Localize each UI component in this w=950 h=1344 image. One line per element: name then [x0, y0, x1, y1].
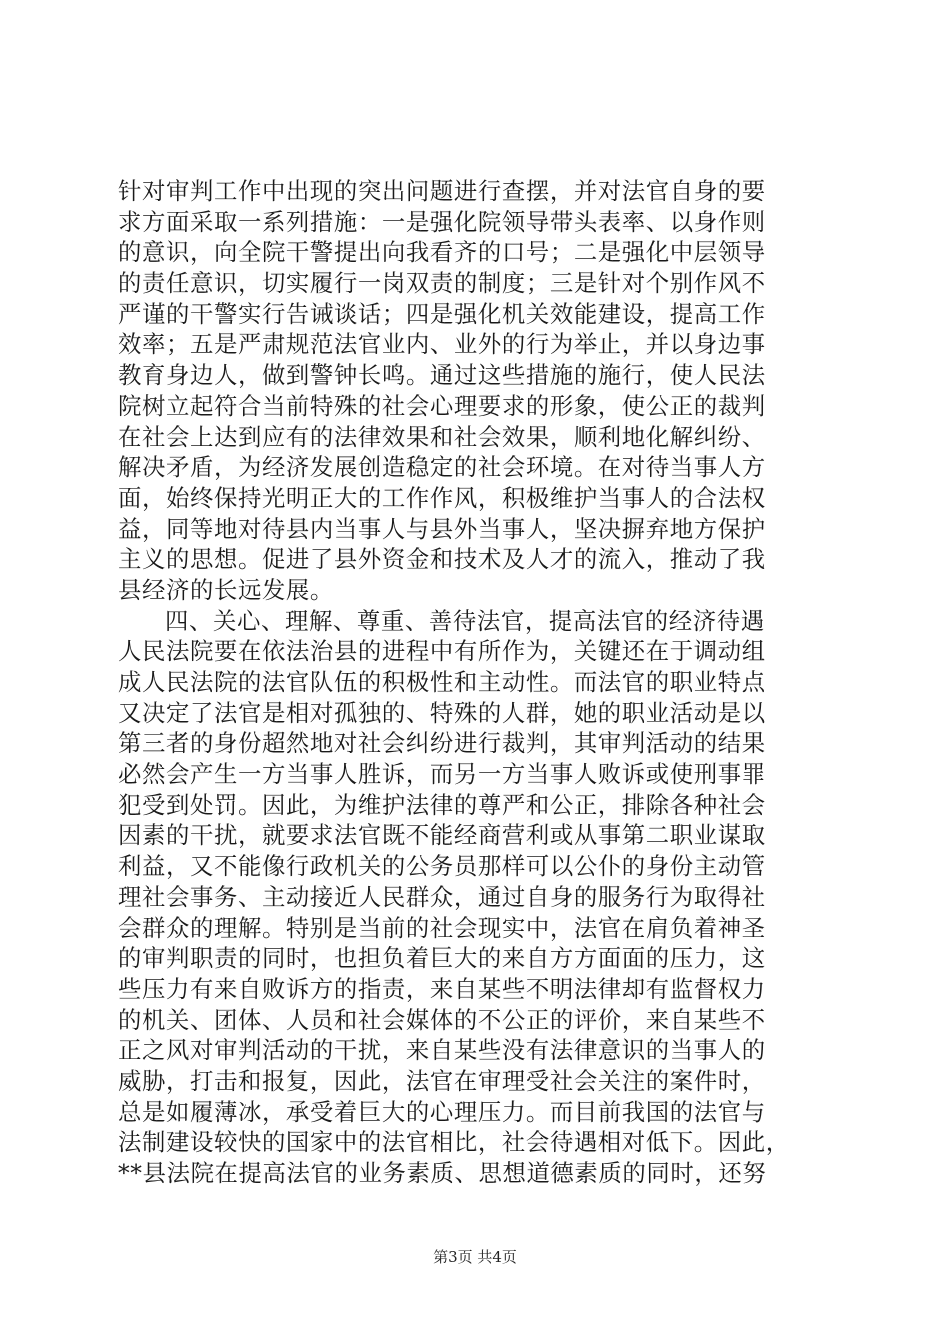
text-line: 正之风对审判活动的干扰，来自某些没有法律意识的当事人的: [118, 1036, 766, 1065]
text-line: 的意识，向全院干警提出向我看齐的口号；二是强化中层领导: [118, 238, 766, 267]
text-line: 法制建设较快的国家中的法官相比，社会待遇相对低下。因此，: [118, 1128, 790, 1157]
text-line: 犯受到处罚。因此，为维护法律的尊严和公正，排除各种社会: [118, 790, 766, 819]
text-line: 益，同等地对待县内当事人与县外当事人，坚决摒弃地方保护: [118, 514, 766, 543]
text-line: 效率；五是严肃规范法官业内、业外的行为举止，并以身边事: [118, 330, 766, 359]
page-number-footer: 第3页 共4页: [433, 1248, 517, 1266]
text-line: 些压力有来自败诉方的指责，来自某些不明法律却有监督权力: [118, 974, 766, 1003]
text-line: 理社会事务、主动接近人民群众，通过自身的服务行为取得社: [118, 882, 766, 911]
text-line: 严谨的干警实行告诫谈话；四是强化机关效能建设，提高工作: [118, 299, 766, 328]
text-line: **县法院在提高法官的业务素质、思想道德素质的同时，还努: [118, 1159, 767, 1187]
text-line: 针对审判工作中出现的突出问题进行查摆，并对法官自身的要: [118, 177, 766, 205]
text-line: 在社会上达到应有的法律效果和社会效果，顺利地化解纠纷、: [118, 422, 766, 451]
text-line: 教育身边人，做到警钟长鸣。通过这些措施的施行，使人民法: [118, 361, 766, 390]
text-line: 院树立起符合当前特殊的社会心理要求的形象，使公正的裁判: [118, 391, 766, 420]
text-line: 人民法院要在依法治县的进程中有所作为，关键还在于调动组: [118, 637, 766, 666]
text-line: 的责任意识，切实履行一岗双责的制度；三是针对个别作风不: [118, 269, 766, 298]
text-line: 解决矛盾，为经济发展创造稳定的社会环境。在对待当事人方: [118, 453, 766, 482]
text-line: 会群众的理解。特别是当前的社会现实中，法官在肩负着神圣: [118, 913, 766, 942]
section-heading: 四、关心、理解、尊重、善待法官，提高法官的经济待遇: [165, 606, 765, 635]
text-line: 威胁，打击和报复，因此，法官在审理受社会关注的案件时，: [118, 1066, 766, 1095]
text-line: 的审判职责的同时，也担负着巨大的来自方方面面的压力，这: [118, 944, 766, 973]
text-line: 主义的思想。促进了县外资金和技术及人才的流入，推动了我: [118, 545, 766, 574]
text-line: 的机关、团体、人员和社会媒体的不公正的评价，来自某些不: [118, 1005, 766, 1034]
text-line: 必然会产生一方当事人胜诉，而另一方当事人败诉或使刑事罪: [118, 760, 766, 789]
text-line: 利益，又不能像行政机关的公务员那样可以公仆的身份主动管: [118, 852, 766, 881]
text-line: 总是如履薄冰，承受着巨大的心理压力。而目前我国的法官与: [118, 1097, 766, 1126]
text-line: 成人民法院的法官队伍的积极性和主动性。而法官的职业特点: [118, 668, 766, 696]
text-line: 面，始终保持光明正大的工作作风，积极维护当事人的合法权: [118, 483, 766, 512]
document-body: [118, 176, 838, 1189]
text-line: 因素的干扰，就要求法官既不能经商营利或从事第二职业谋取: [118, 821, 766, 850]
text-line: 求方面采取一系列措施：一是强化院领导带头表率、以身作则: [118, 207, 766, 236]
text-line: 又决定了法官是相对孤独的、特殊的人群，她的职业活动是以: [118, 698, 766, 727]
text-line: 第三者的身份超然地对社会纠纷进行裁判，其审判活动的结果: [118, 729, 766, 758]
text-line: 县经济的长远发展。: [118, 575, 334, 604]
